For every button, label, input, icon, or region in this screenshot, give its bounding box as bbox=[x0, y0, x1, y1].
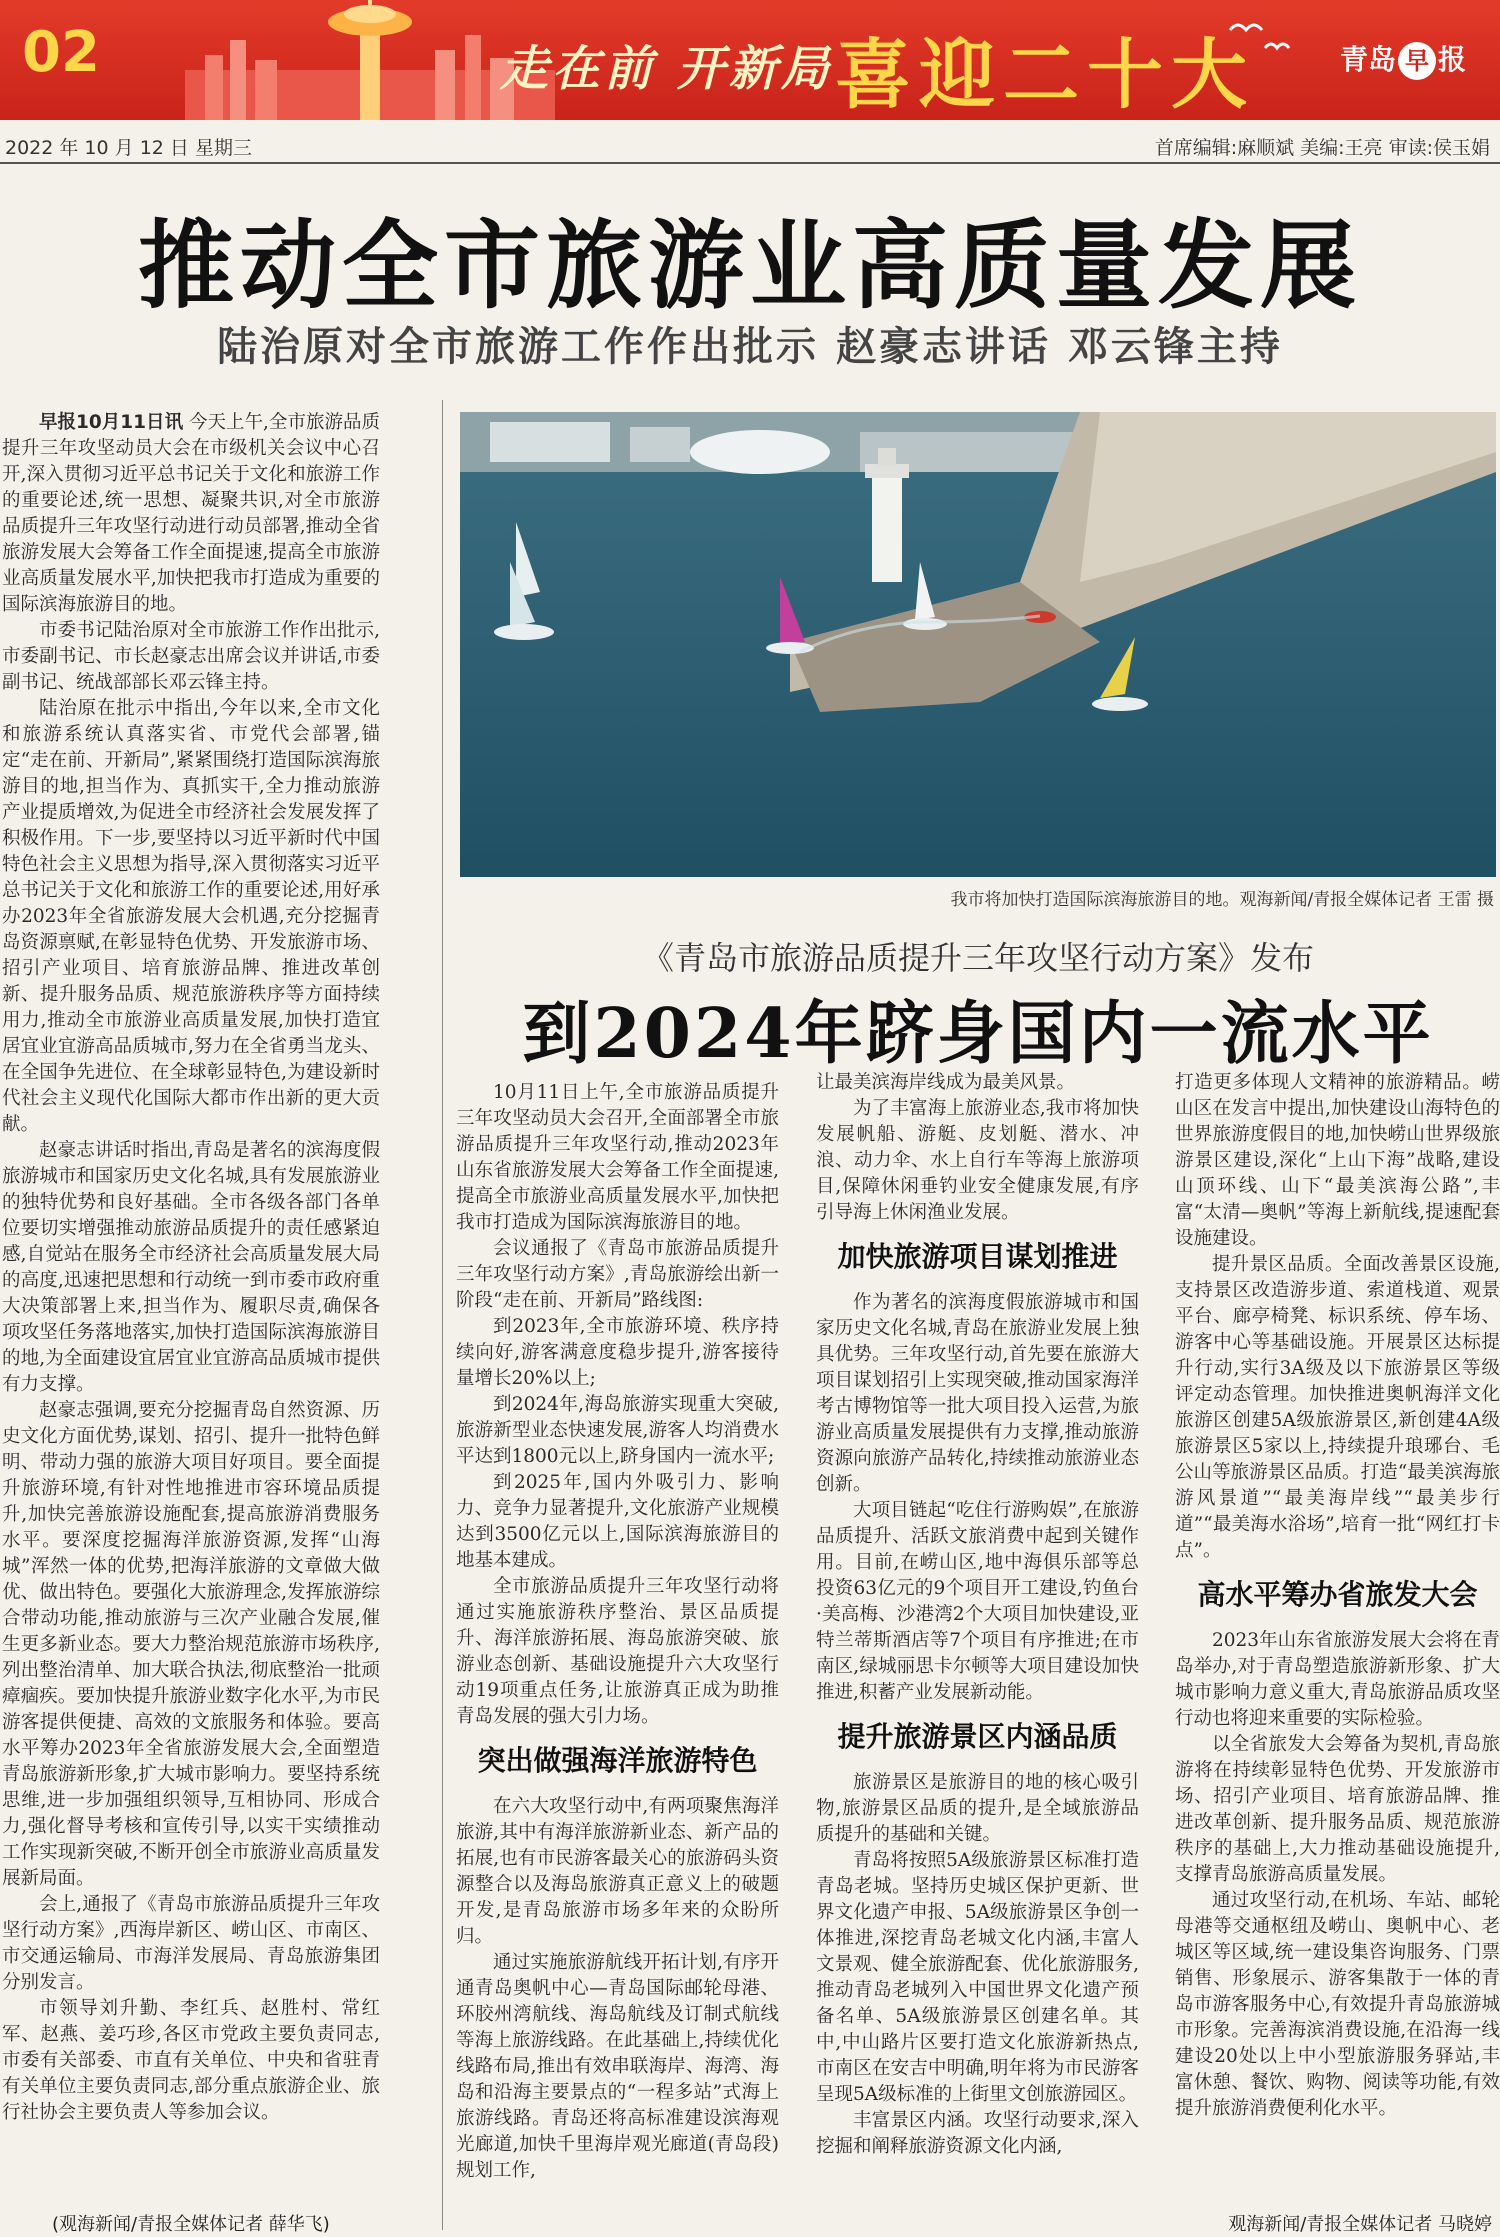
masthead bbox=[0, 0, 1500, 120]
newspaper-logo: 青岛 早 报 bbox=[1340, 38, 1466, 80]
article-paragraph: 市委书记陆治原对全市旅游工作作出批示,市委副书记、市长赵豪志出席会议并讲话,市委副书记、统战部部长邓云锋主持。 bbox=[2, 620, 380, 693]
lighthouse-sailboats-photo bbox=[460, 412, 1496, 877]
issue-date: 2022 年 10 月 12 日 星期三 bbox=[5, 137, 252, 159]
article-paragraph: 到2025年,国内外吸引力、影响力、竞争力显著提升,文化旅游产业规模达到3500亿元以上,国际滨海旅游目的地基本建成。 bbox=[456, 1472, 779, 1571]
article-paragraph: 2023年山东省旅游发展大会将在青岛举办,对于青岛塑造旅游新形象、扩大城市影响力意义重大,青岛旅游品质攻坚行动也将迎来重要的实际检验。 bbox=[1175, 1630, 1500, 1729]
article-paragraph: 市领导刘升勤、李红兵、赵胜村、常红军、赵燕、姜巧珍,各区市党政主要负责同志,市委有关部委、市直有关单位、中央和省驻青有关单位主要负责同志,部分重点旅游企业、旅行社协会主要负责人等参加会议。 bbox=[2, 1998, 380, 2123]
article-paragraph: 丰富景区内涵。攻坚行动要求,深入挖掘和阐释旅游资源文化内涵, bbox=[816, 2110, 1139, 2157]
article-paragraph: 通过攻坚行动,在机场、车站、邮轮母港等交通枢纽及崂山、奥帆中心、老城区等区域,统一建设集咨询服务、门票销售、形象展示、游客集散于一体的青岛市游客服务中心,有效提升青岛旅游城市形象。完善海滨消费设施,在沿海一线建设20处以上中小型旅游服务驿站,丰富休憩、餐饮、购物、阅读等功能,有效提升旅游消费便利化水平。 bbox=[1175, 1890, 1500, 2119]
article-paragraph: 旅游景区是旅游目的地的核心吸引物,旅游景区品质的提升,是全域旅游品质提升的基础和关键。 bbox=[816, 1772, 1139, 1845]
article-paragraph: 早报10月11日讯 今天上午,全市旅游品质提升三年攻坚动员大会在市级机关会议中心召开,深入贯彻习近平总书记关于文化和旅游工作的重要论述,统一思想、凝聚共识,对全市旅游品质提升三年攻坚行动进行动员部署,推动全省旅游发展大会筹备工作全面提速,提高全市旅游业高质量发展水平,加快把我市打造成为重要的国际滨海旅游目的地。 bbox=[2, 412, 380, 615]
article-column-3 bbox=[1175, 1070, 1500, 2220]
article-paragraph: 在六大攻坚行动中,有两项聚焦海洋旅游,其中有海洋旅游新业态、新产品的拓展,也有市民游客最关心的旅游码头资源整合以及海岛旅游真正意义上的破题开发,是青岛旅游市场多年来的众盼所归。 bbox=[456, 1796, 779, 1947]
article-column-1 bbox=[456, 1080, 779, 2230]
editor-credits: 首席编辑:麻顺斌 美编:王亮 审读:侯玉娟 bbox=[1154, 137, 1490, 159]
article-paragraph: 到2023年,全市旅游环境、秩序持续向好,游客满意度稳步提升,游客接待量增长20%以上; bbox=[456, 1316, 779, 1389]
article-paragraph: 作为著名的滨海度假旅游城市和国家历史文化名城,青岛在旅游业发展上独具优势。三年攻坚行动,首先要在旅游大项目谋划招引上实现突破,推动国家海洋考古博物馆等一批大项目投入运营,为旅游业高质量发展提供有力支撑,推动旅游资源向旅游产品转化,持续推动旅游业态创新。 bbox=[816, 1292, 1139, 1495]
lead-article-byline: (观海新闻/青报全媒体记者 薛华飞) bbox=[52, 2214, 330, 2235]
main-subheadline: 陆治原对全市旅游工作作出批示 赵豪志讲话 邓云锋主持 bbox=[217, 324, 1283, 370]
dateline-tag: 早报10月11日讯 bbox=[39, 412, 184, 433]
column-divider bbox=[442, 400, 443, 2230]
article-paragraph: 赵豪志讲话时指出,青岛是著名的滨海度假旅游城市和国家历史文化名城,具有发展旅游业的独特优势和良好基础。全市各级各部门各单位要切实增强推动旅游品质提升的责任感紧迫感,自觉站在服务全市经济社会高质量发展大局的高度,迅速把思想和行动统一到市委市政府重大决策部署上来,担当作为、履职尽责,确保各项攻坚任务落地落实,加快打造国际滨海旅游目的地,为全面建设宜居宜业宜游高品质城市提供有力支撑。 bbox=[2, 1140, 380, 1395]
article-paragraph: 会上,通报了《青岛市旅游品质提升三年攻坚行动方案》,西海岸新区、崂山区、市南区、市交通运输局、市海洋发展局、青岛旅游集团分别发言。 bbox=[2, 1894, 380, 1993]
slogan-primary: 喜迎二十大 bbox=[835, 30, 1255, 119]
page-number: 02 bbox=[22, 20, 100, 85]
second-article-byline: 观海新闻/青报全媒体记者 马晓婷 bbox=[1228, 2214, 1492, 2235]
article-paragraph: 为了丰富海上旅游业态,我市将加快发展帆船、游艇、皮划艇、潜水、冲浪、动力伞、水上自行车等海上旅游项目,保障休闲垂钓业安全健康发展,有序引导海上休闲渔业发展。 bbox=[816, 1098, 1139, 1223]
article-paragraph: 全市旅游品质提升三年攻坚行动将通过实施旅游秩序整治、景区品质提升、海洋旅游拓展、海岛旅游突破、旅游业态创新、基础设施提升六大攻坚行动19项重点任务,让旅游真正成为助推青岛发展的强大引力场。 bbox=[456, 1576, 779, 1727]
seagull-icon bbox=[1220, 10, 1300, 60]
article-paragraph: 到2024年,海岛旅游实现重大突破,旅游新型业态快速发展,游客人均消费水平达到1800元以上,跻身国内一流水平; bbox=[456, 1394, 779, 1467]
article-paragraph: 以全省旅发大会筹备为契机,青岛旅游将在持续彰显特色优势、开发旅游市场、招引产业项目、培育旅游品牌、推进改革创新、提升服务品质、规范旅游秩序的基础上,大力推动基础设施提升,支撑青岛旅游高质量发展。 bbox=[1175, 1734, 1500, 1885]
article-paragraph: 打造更多体现人文精神的旅游精品。崂山区在发言中提出,加快建设山海特色的世界旅游度假目的地,加快崂山世界级旅游景区建设,深化“上山下海”战略,建设山顶环线、山下“最美滨海公路”,丰富“太清—奥帆”等海上新航线,提速配套设施建设。 bbox=[1175, 1072, 1500, 1249]
article-paragraph: 通过实施旅游航线开拓计划,有序开通青岛奥帆中心—青岛国际邮轮母港、环胶州湾航线、海岛航线及订制式航线等海上旅游线路。在此基础上,持续优化线路布局,推出有效串联海岸、海湾、海岛和沿海主要景点的“一程多站”式海上旅游线路。青岛还将高标准建设滨海观光廊道,加快千里海岸观光廊道(青岛段)规划工作, bbox=[456, 1952, 779, 2181]
article-paragraph: 赵豪志强调,要充分挖掘青岛自然资源、历史文化方面优势,谋划、招引、提升一批特色鲜明、带动力强的旅游大项目好项目。要全面提升旅游环境,有针对性地推进市容环境品质提升,加快完善旅游设施配套,提高旅游消费服务水平。要深度挖掘海洋旅游资源,发挥“山海城”浑然一体的优势,把海洋旅游的文章做大做优、做出特色。要强化大旅游理念,发挥旅游综合带动功能,推动旅游与三次产业融合发展,催生更多新业态。要大力整治规范旅游市场秩序,列出整治清单、加大联合执法,彻底整治一批顽瘴痼疾。要加快提升旅游业数字化水平,为市民游客提供便捷、高效的文旅服务和体验。要高水平筹办2023年全省旅游发展大会,全面塑造青岛旅游新形象,扩大城市影响力。要坚持系统思维,进一步加强组织领导,互相协同、形成合力,强化督导考核和宣传引导,以实干实绩推动工作实现新突破,不断开创全市旅游业高质量发展新局面。 bbox=[2, 1400, 380, 1889]
section-heading: 提升旅游景区内涵品质 bbox=[837, 1720, 1118, 1753]
header-rule bbox=[0, 162, 1500, 164]
article-paragraph: 陆治原在批示中指出,今年以来,全市文化和旅游系统认真落实省、市党代会部署,锚定“走在前、开新局”,紧紧围绕打造国际滨海旅游目的地,担当作为、真抓实干,全力推动旅游产业提质增效,为促进全市经济社会发展发挥了积极作用。下一步,要坚持以习近平新时代中国特色社会主义思想为指导,深入贯彻落实习近平总书记关于文化和旅游工作的重要论述,用好承办2023年全省旅游发展大会机遇,充分挖掘青岛资源禀赋,在彰显特色优势、开发旅游市场、招引产业项目、培育旅游品牌、推进改革创新、提升服务品质、规范旅游秩序等方面持续用力,推动全市旅游业高质量发展,加快打造宜居宜业宜游高品质城市,努力在全省勇当龙头、在全国争先进位、在全球彰显特色,为建设新时代社会主义现代化国际大都市作出新的更大贡献。 bbox=[2, 698, 380, 1135]
lead-article-body bbox=[2, 410, 380, 2215]
article-paragraph: 会议通报了《青岛市旅游品质提升三年攻坚行动方案》,青岛旅游绘出新一阶段“走在前、开新局”路线图: bbox=[456, 1238, 779, 1311]
photo-caption: 我市将加快打造国际滨海旅游目的地。观海新闻/青报全媒体记者 王雷 摄 bbox=[950, 890, 1494, 910]
article-paragraph: 大项目链起“吃住行游购娱”,在旅游品质提升、活跃文旅消费中起到关键作用。目前,在崂山区,地中海俱乐部等总投资63亿元的9个项目开工建设,钓鱼台·美高梅、沙港湾2个大项目加快建设,亚特兰蒂斯酒店等7个项目有序推进;在市南区,绿城丽思卡尔顿等大项目建设加快推进,积蓄产业发展新动能。 bbox=[816, 1500, 1139, 1703]
section-heading: 高水平筹办省旅发大会 bbox=[1197, 1578, 1478, 1611]
second-article-kicker: 《青岛市旅游品质提升三年攻坚行动方案》发布 bbox=[641, 939, 1314, 977]
logo-mark: 早 bbox=[1398, 42, 1436, 80]
section-heading: 加快旅游项目谋划推进 bbox=[837, 1240, 1118, 1273]
article-paragraph: 让最美滨海岸线成为最美风景。 bbox=[816, 1072, 1076, 1093]
second-article-headline: 到2024年跻身国内一流水平 bbox=[522, 994, 1434, 1074]
main-headline: 推动全市旅游业高质量发展 bbox=[138, 209, 1362, 322]
article-column-2 bbox=[816, 1070, 1139, 2230]
article-paragraph: 10月11日上午,全市旅游品质提升三年攻坚动员大会召开,全面部署全市旅游品质提升三年攻坚行动,推动2023年山东省旅游发展大会筹备工作全面提速,提高全市旅游业高质量发展水平,加快把我市打造成为国际滨海旅游目的地。 bbox=[456, 1082, 779, 1233]
article-paragraph: 提升景区品质。全面改善景区设施,支持景区改造游步道、索道栈道、观景平台、廊亭椅凳、标识系统、停车场、游客中心等基础设施。开展景区达标提升行动,实行3A级及以下旅游景区等级评定动态管理。加快推进奥帆海洋文化旅游区创建5A级旅游景区,新创建4A级旅游景区5家以上,持续提升琅琊台、毛公山等旅游景区品质。打造“最美滨海旅游风景道”“最美海岸线”“最美步行道”“最美海水浴场”,培育一批“网红打卡点”。 bbox=[1175, 1254, 1500, 1561]
article-paragraph: 青岛将按照5A级旅游景区标准打造青岛老城。坚持历史城区保护更新、世界文化遗产申报、5A级旅游景区争创一体推进,深挖青岛老城文化内涵,丰富人文景观、健全旅游配套、优化旅游服务,推动青岛老城列入中国世界文化遗产预备名单、5A级旅游景区创建名单。其中,中山路片区要打造文化旅游新热点,市南区在安吉中明确,明年将为市民游客呈现5A级标准的上街里文创旅游园区。 bbox=[816, 1850, 1139, 2105]
slogan-secondary: 走在前 开新局 bbox=[500, 41, 833, 97]
section-heading: 突出做强海洋旅游特色 bbox=[477, 1744, 758, 1777]
